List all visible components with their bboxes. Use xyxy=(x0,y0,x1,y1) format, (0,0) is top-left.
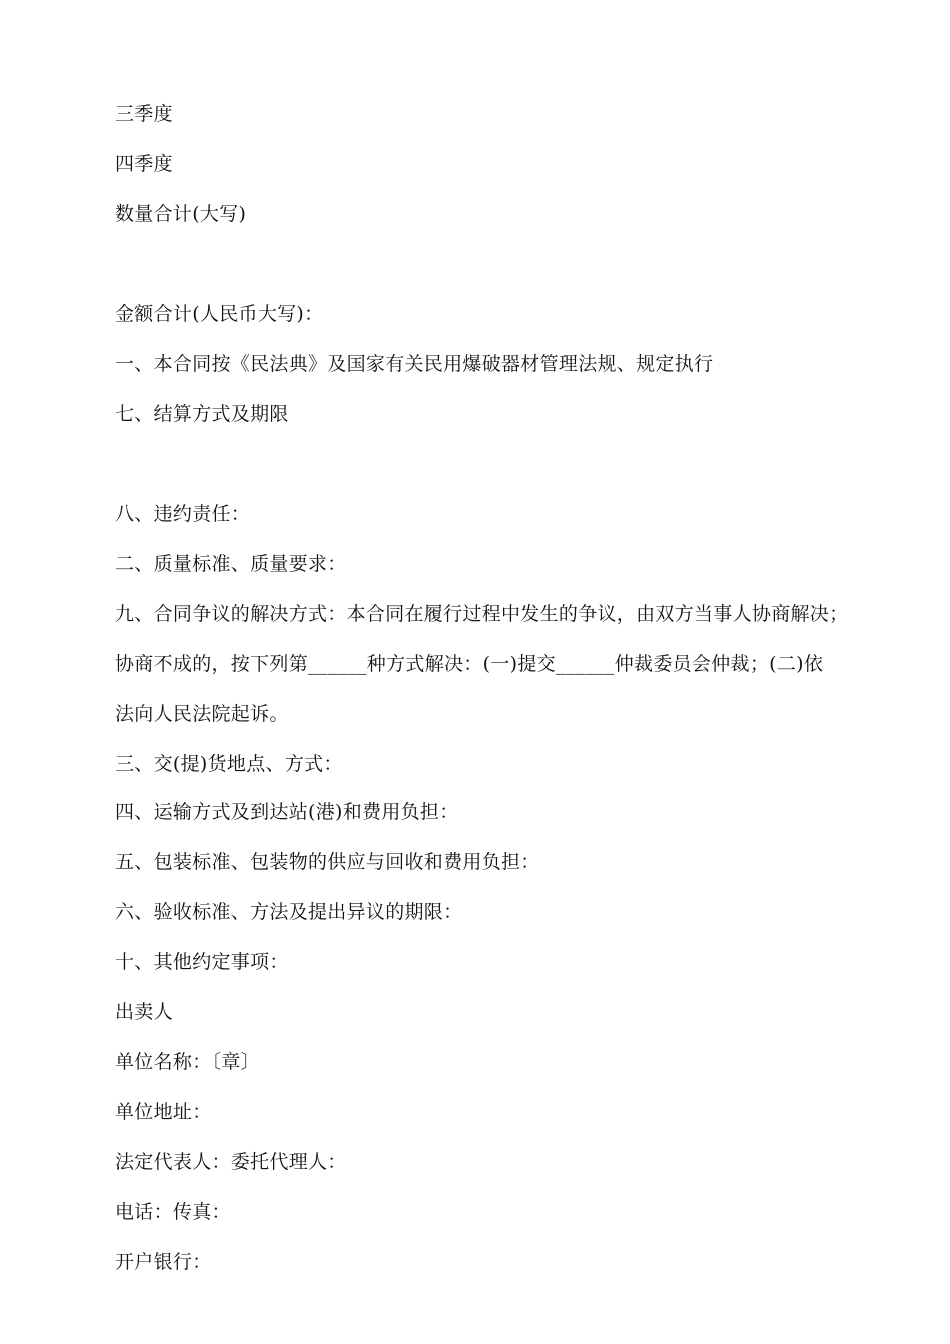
text-line: 七、结算方式及期限 xyxy=(115,403,289,425)
text-line: 一、本合同按《民法典》及国家有关民用爆破器材管理法规、规定执行 xyxy=(115,353,714,375)
text-line: 法定代表人：委托代理人： xyxy=(115,1151,347,1173)
text-line: 十、其他约定事项： xyxy=(115,951,289,973)
text-line: 金额合计(人民币大写)： xyxy=(115,303,324,325)
text-line: 电话：传真： xyxy=(115,1201,231,1223)
text-line: 出卖人 xyxy=(115,1001,173,1023)
text-line: 数量合计(大写) xyxy=(115,203,247,225)
text-line: 三、交(提)货地点、方式： xyxy=(115,753,343,775)
text-line: 法向人民法院起诉。 xyxy=(115,703,289,725)
text-line: 二、质量标准、质量要求： xyxy=(115,553,347,575)
text-line: 协商不成的，按下列第______种方式解决：(一)提交______仲裁委员会仲裁；(二)依 xyxy=(115,653,824,675)
text-line: 九、合同争议的解决方式：本合同在履行过程中发生的争议，由双方当事人协商解决； xyxy=(115,603,849,625)
text-line: 开户银行： xyxy=(115,1251,212,1273)
text-line: 单位名称：〔章〕 xyxy=(115,1051,260,1073)
text-line: 八、违约责任： xyxy=(115,503,251,525)
text-line: 四、运输方式及到达站(港)和费用负担： xyxy=(115,801,459,823)
text-line: 三季度 xyxy=(115,103,173,125)
text-line: 单位地址： xyxy=(115,1101,212,1123)
text-line: 四季度 xyxy=(115,153,173,175)
text-line: 六、验收标准、方法及提出异议的期限： xyxy=(115,901,463,923)
text-line: 五、包装标准、包装物的供应与回收和费用负担： xyxy=(115,851,540,873)
